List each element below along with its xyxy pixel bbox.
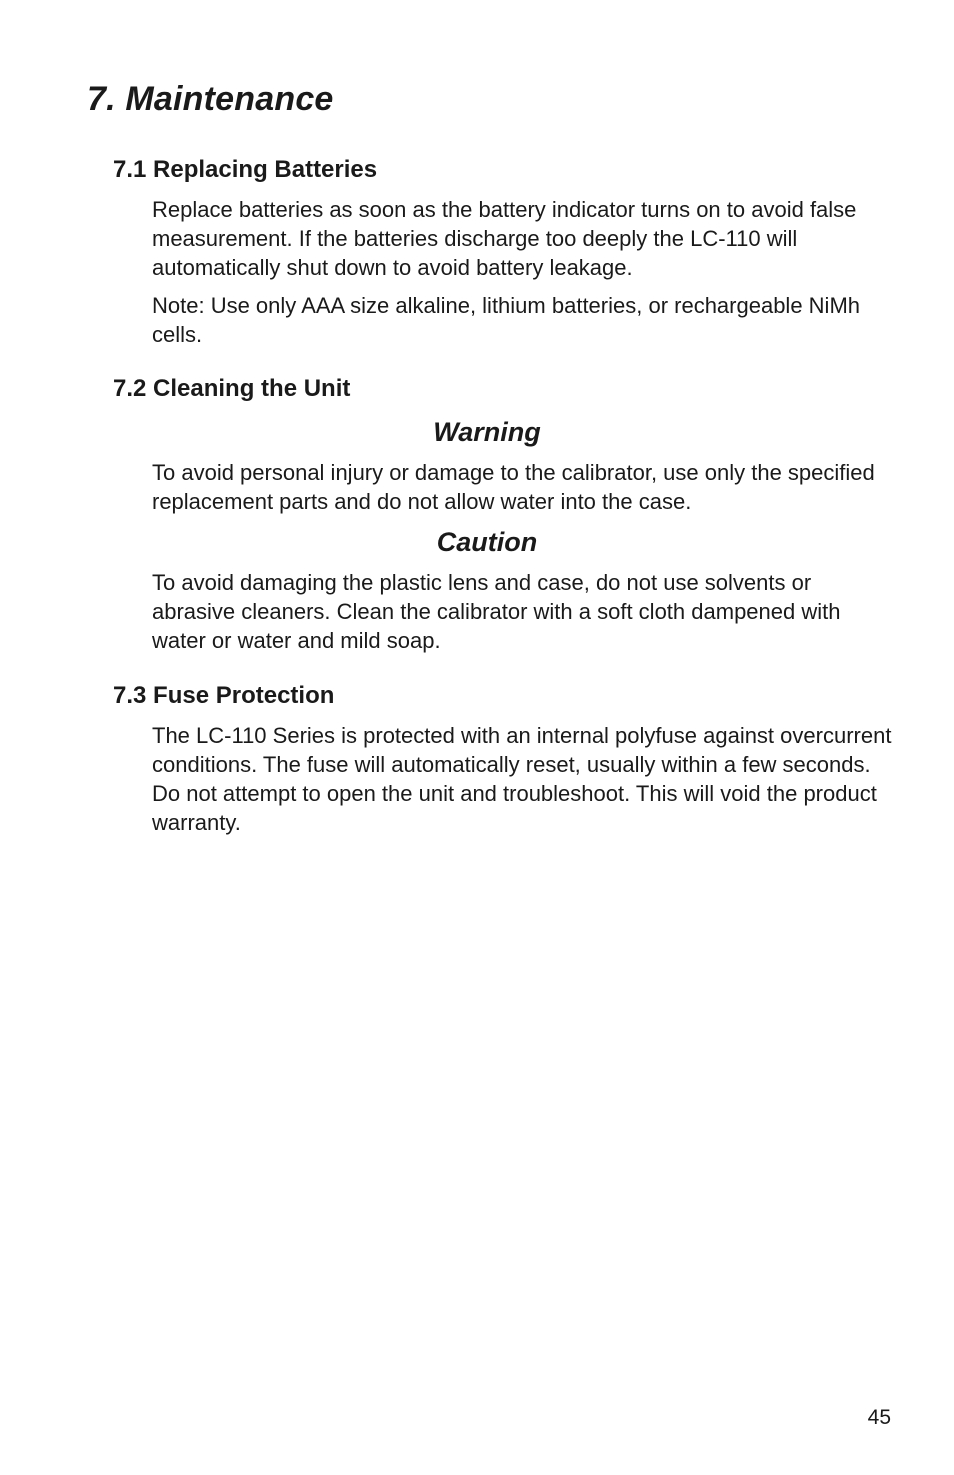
paragraph-fuse-protection: The LC-110 Series is protected with an internal polyfuse against overcurrent conditions. The fuse will automatically reset, usually within a few seconds. Do not attempt to open the unit and troubleshoot. This will void the product warranty. [152,723,892,835]
section-heading-cleaning-unit: 7.2 Cleaning the Unit [113,375,351,402]
paragraph-warning: To avoid personal injury or damage to the calibrator, use only the specified replacement parts and do not allow water into the case. [152,460,875,514]
warning-heading: Warning [433,417,541,447]
section-heading-replacing-batteries: 7.1 Replacing Batteries [113,156,378,183]
page-number: 45 [867,1406,891,1429]
chapter-title: 7. Maintenance [87,80,334,118]
paragraph-battery-note: Note: Use only AAA size alkaline, lithium batteries, or rechargeable NiMh cells. [152,293,861,347]
paragraph-caution: To avoid damaging the plastic lens and case, do not use solvents or abrasive cleaners. Clean the calibrator with a soft cloth dampened with water or water and mild soap. [152,570,841,653]
caution-heading: Caution [436,527,538,557]
section-heading-fuse-protection: 7.3 Fuse Protection [113,682,335,709]
paragraph-battery-replacement: Replace batteries as soon as the battery indicator turns on to avoid false measurement. If the batteries discharge too deeply the LC-110 will automatically shut down to avoid battery leakage. [152,197,857,280]
